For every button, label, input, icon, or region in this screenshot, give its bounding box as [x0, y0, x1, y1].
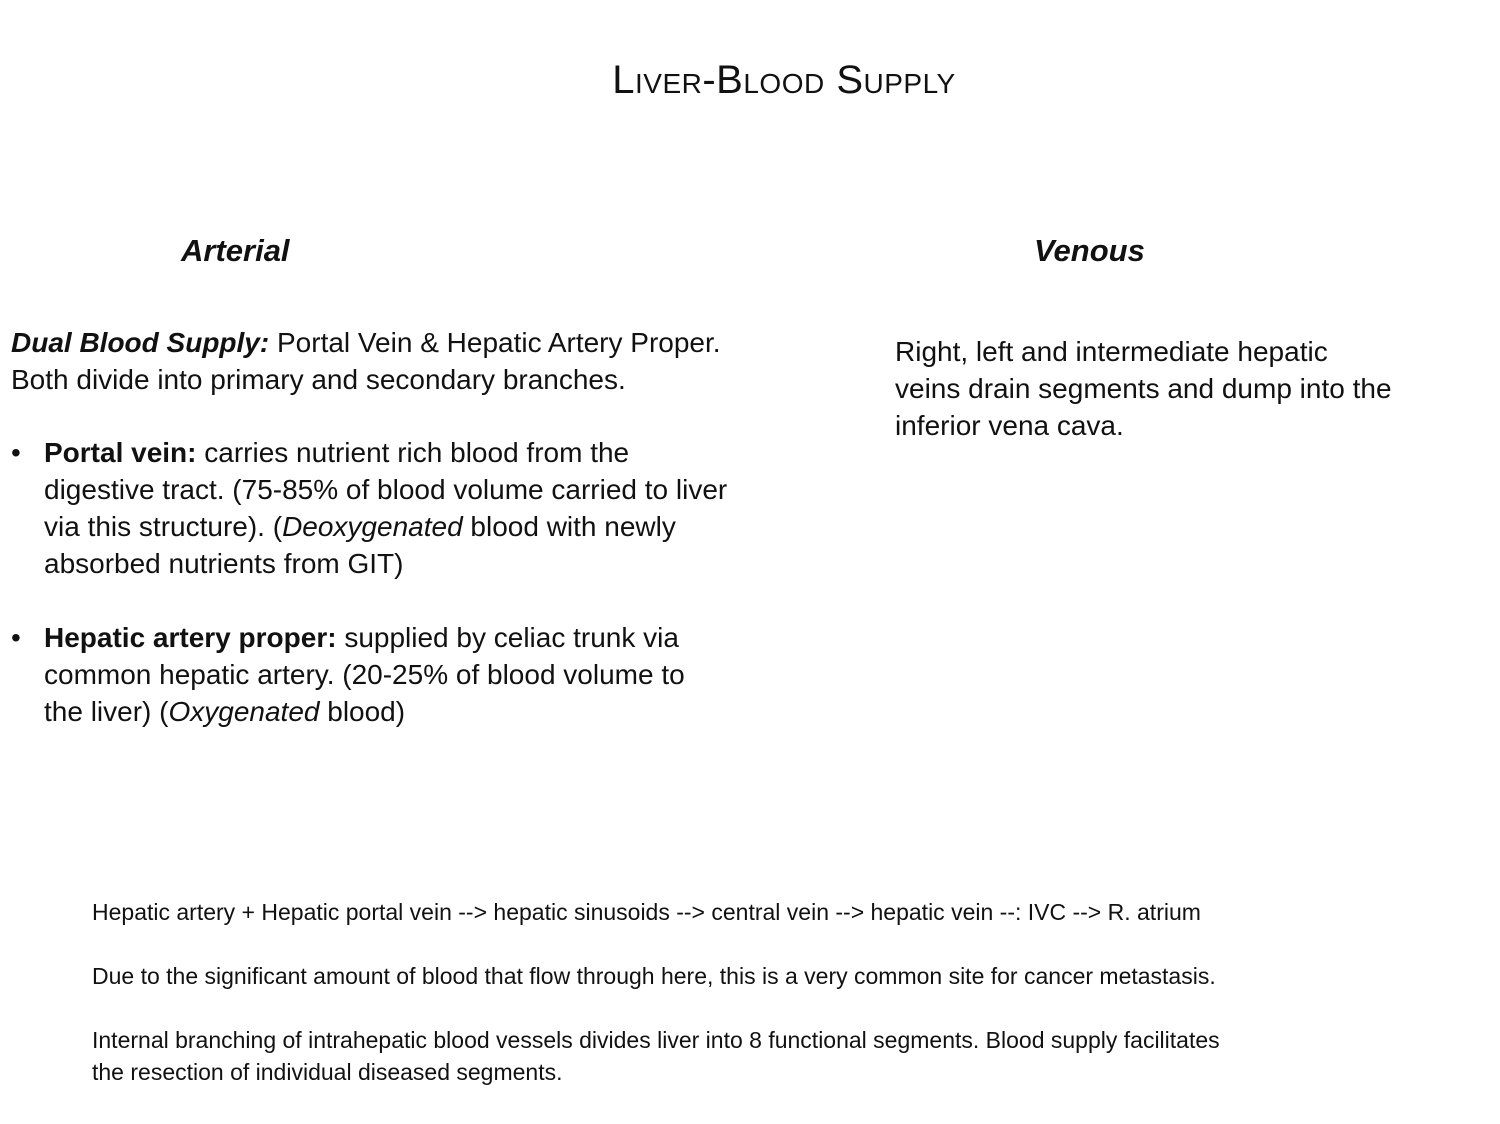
- hepatic-artery-text: supplied by celiac trunk via common hepatic artery. (20-25% of blood volume to the liver) (: [44, 622, 685, 727]
- bullet-icon: •: [11, 437, 21, 468]
- segments-note: Internal branching of intrahepatic blood vessels divides liver into 8 functional segments. Blood supply facilitates the resection of individual diseased segments.: [92, 1027, 1220, 1085]
- slide-title: Liver-Blood Supply: [612, 58, 956, 102]
- footer-notes: [92, 896, 1422, 1088]
- arterial-heading: Arterial: [181, 233, 290, 268]
- blood-flow-path: Hepatic artery + Hepatic portal vein --> hepatic sinusoids --> central vein --> hepatic vein --: IVC --> R. atrium: [92, 899, 1201, 925]
- metastasis-note: Due to the significant amount of blood that flow through here, this is a very common site for cancer metastasis.: [92, 963, 1216, 989]
- portal-vein-label: Portal vein:: [44, 437, 197, 468]
- dual-supply-label: Dual Blood Supply:: [11, 327, 270, 358]
- oxygenated-term: Oxygenated: [168, 696, 320, 727]
- arterial-bullet-list: [11, 434, 731, 730]
- hepatic-artery-item: [11, 619, 731, 730]
- dual-supply-paragraph: [11, 324, 731, 398]
- venous-heading: Venous: [1034, 233, 1145, 268]
- deoxygenated-term: Deoxygenated: [282, 511, 463, 542]
- hepatic-artery-label: Hepatic artery proper:: [44, 622, 337, 653]
- portal-vein-text-end: blood with newly absorbed nutrients from GIT): [44, 511, 676, 579]
- hepatic-artery-text-end: blood): [319, 696, 406, 727]
- arterial-section: [11, 324, 731, 767]
- venous-text: Right, left and intermediate hepatic veins drain segments and dump into the inferior vena cava.: [895, 336, 1392, 441]
- portal-vein-text: carries nutrient rich blood from the digestive tract. (75-85% of blood volume carried to liver via this structure). (: [44, 437, 728, 542]
- bullet-icon: •: [11, 622, 21, 653]
- dual-supply-text: Portal Vein & Hepatic Artery Proper. Both divide into primary and secondary branches.: [11, 327, 721, 395]
- portal-vein-item: [11, 434, 731, 582]
